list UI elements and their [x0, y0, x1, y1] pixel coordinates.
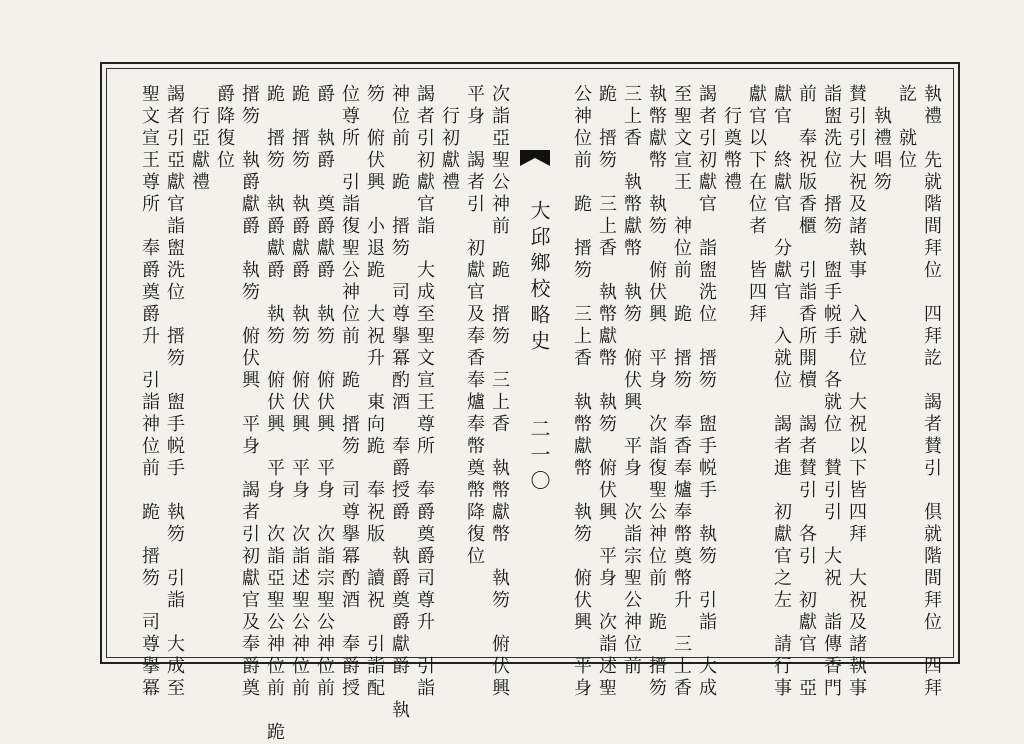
text-column: 獻官 終獻官 分獻官 入就位 謁者進 初獻官之左 請行事	[771, 84, 792, 700]
text-column: 爵 執爵 奠爵獻爵 執笏 俯伏興 平身 次詣宗聖公神位前	[314, 84, 335, 700]
text-column: 位尊所 引詣復聖公神位前 跪 搢笏 司尊擧冪酌酒 奉爵授	[339, 84, 360, 700]
text-column: 執禮 先就階間拜位 四拜訖 謁者賛引 倶就階間拜位 四拜	[921, 84, 942, 700]
text-column: 次詣亞聖公神前 跪 搢笏 三上香 執幣獻幣 執笏 俯伏興	[489, 84, 510, 700]
text-column: 跪 搢笏 三上香 執幣獻幣 執笏 俯伏興 平身 次詣述聖	[596, 84, 617, 700]
text-column: 獻官以下在位者 皆四拜	[746, 84, 767, 326]
text-column: 爵降復位	[214, 84, 235, 172]
text-column: 平身 謁者引 初獻官及奉香奉爐奉幣奠幣降復位	[464, 84, 485, 568]
text-column: 神位前 跪 搢笏 司尊擧冪酌酒 奉爵授爵 執爵奠爵獻爵 執	[389, 84, 410, 722]
text-column: 行亞獻禮	[189, 106, 210, 194]
text-column: 賛引引大祝及諸執事 入就位 大祝以下皆四拜 大祝及諸執事	[846, 84, 867, 700]
text-column: 謁者引初獻官 詣盥洗位 搢笏 盥手帨手 執笏 引詣 大成	[696, 84, 717, 700]
text-column: 行奠幣禮	[721, 106, 742, 194]
text-column: 公神位前 跪 搢笏 三上香 執幣獻幣 執笏 俯伏興 平身	[571, 84, 592, 700]
text-column: 至聖文宣王 神位前 跪 搢笏 奉香奉爐奉幣奠幣升 三上香	[671, 84, 692, 700]
text-column: 跪 搢笏 執爵獻爵 執笏 俯伏興 平身 次詣述聖公神位前	[289, 84, 310, 700]
text-column: 謁者引亞獻官詣盥洗位 搢笏 盥手帨手 執笏 引詣 大成至	[164, 84, 185, 700]
text-column: 聖文宣王尊所 奉爵奠爵升 引詣神位前 跪 搢笏 司尊擧冪	[139, 84, 160, 700]
text-column: 詣盥洗位 搢笏 盥手帨手 各就位 賛引引 大祝 詣傳香門	[821, 84, 842, 700]
fishtail-ornament-icon	[520, 150, 550, 166]
text-column: 笏 俯伏興 小退跪 大祝升 東向跪 奉祝版 讀祝 引詣配	[364, 84, 385, 700]
text-column: 跪 搢笏 執爵獻爵 執笏 俯伏興 平身 次詣亞聖公神位前 跪	[264, 84, 285, 744]
text-column: 訖 就位	[896, 84, 917, 172]
text-column: 三上香 執幣獻幣 執笏 俯伏興 平身 次詣宗聖公神位前	[621, 84, 642, 678]
book-title: 大邱鄉校略史	[527, 200, 551, 356]
text-column: 搢笏 執爵獻爵 執笏 俯伏興 平身 謁者引初獻官及奉爵奠	[239, 84, 260, 700]
page-number: 二一〇	[527, 418, 551, 496]
text-column: 前 奉祝版香櫃 引詣香所開櫝 謁者賛引 各引 初獻官 亞	[796, 84, 817, 700]
text-column: 行初獻禮	[439, 106, 460, 194]
text-column: 謁者引初獻官詣 大成至聖文宣王尊所 奉爵奠爵司尊升 引詣	[414, 84, 435, 700]
text-column: 執禮唱笏	[871, 106, 892, 194]
text-column: 執幣獻幣 執笏 俯伏興 平身 次詣復聖公神位前 跪 搢笏	[646, 84, 667, 700]
